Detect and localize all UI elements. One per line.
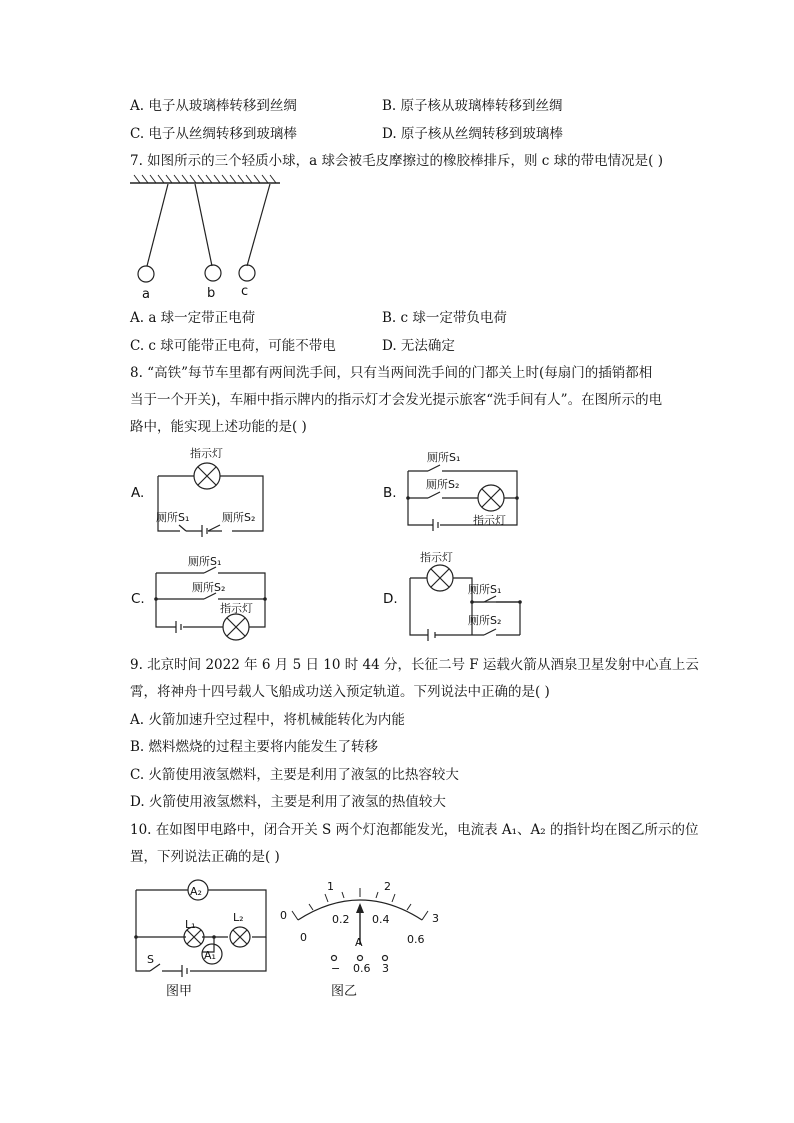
switch-s-label: S [147,953,154,966]
q9-stem-line1: 9. 北京时间 2022 年 6 月 5 日 10 时 44 分，长征二号 F 运载火箭从酒泉卫星发射中心直上云 [130,657,699,673]
q8-circuit-b [400,447,530,537]
meter-inner-04: 0.4 [372,913,390,926]
circuit-d-s2-label: 厕所S₂ [468,614,502,627]
circuit-c-lamp-label: 指示灯 [220,602,253,615]
ball-c-label: c [241,284,249,299]
caption-jia: 图甲 [166,984,193,999]
q10-ammeter-yi [276,875,446,1000]
ball-c [239,265,255,281]
q7-option-b: B. c 球一定带负电荷 [382,310,507,326]
q8-stem-line2: 当于一个开关)，车厢中指示牌内的指示灯才会发光提示旅客“洗手间有人”。在图所示的电 [130,392,663,408]
q9-stem-line2: 霄，将神舟十四号载人飞船成功送入预定轨道。下列说法中正确的是( ) [130,684,550,700]
ammeter-a1-label: A₁ [204,949,216,962]
q8-label-b: B. [383,485,397,501]
q7-option-c: C. c 球可能带正电荷，可能不带电 [130,338,336,354]
q9-option-b: B. 燃料燃烧的过程主要将内能发生了转移 [130,739,379,755]
circuit-a-lamp-label: 指示灯 [190,447,223,460]
q7-option-d: D. 无法确定 [382,338,455,354]
meter-outer-0: 0 [280,909,287,922]
q10-stem-line2: 置，下列说法正确的是( ) [130,849,280,865]
circuit-b-s1-label: 厕所S₁ [427,451,461,464]
circuit-c-s1-label: 厕所S₁ [188,555,222,568]
q8-label-a: A. [131,485,145,501]
lamp-l2-label: L₂ [233,911,244,924]
meter-term-3: 3 [382,962,389,975]
meter-unit: A [355,936,363,949]
q8-circuit-a [150,443,275,538]
q9-option-a: A. 火箭加速升空过程中，将机械能转化为内能 [130,712,405,728]
q7-pendulum-figure [130,175,300,305]
q8-label-d: D. [383,591,398,607]
q8-stem-line3: 路中，能实现上述功能的是( ) [130,419,307,435]
caption-yi: 图乙 [331,984,358,999]
meter-inner-02: 0.2 [332,913,350,926]
q7-stem: 7. 如图所示的三个轻质小球，a 球会被毛皮摩擦过的橡胶棒排斥，则 c 球的带电情况是( ) [130,153,663,169]
q8-label-c: C. [131,591,145,607]
q8-circuit-c [148,551,273,646]
lamp-l1-label: L₁ [185,918,196,931]
meter-term-06: 0.6 [353,962,371,975]
meter-inner-06: 0.6 [407,933,425,946]
q9-option-d: D. 火箭使用液氢燃料，主要是利用了液氢的热值较大 [130,794,446,810]
ammeter-a2-label: A₂ [190,885,202,898]
ball-a-label: a [142,287,150,302]
q6-option-b: B. 原子核从玻璃棒转移到丝绸 [382,98,563,114]
q8-circuit-d [400,549,530,644]
circuit-a-s1-label: 厕所S₁ [156,511,190,524]
circuit-d-s1-label: 厕所S₁ [468,583,502,596]
circuit-b-lamp-label: 指示灯 [473,514,506,527]
q8-stem-line1: 8. “高铁”每节车里都有两间洗手间，只有当两间洗手间的门都关上时(每扇门的插销都相 [130,365,653,381]
q6-option-c: C. 电子从丝绸转移到玻璃棒 [130,126,297,142]
q6-option-d: D. 原子核从丝绸转移到玻璃棒 [382,126,563,142]
circuit-a-s2-label: 厕所S₂ [222,511,256,524]
circuit-d-lamp-label: 指示灯 [420,551,453,564]
meter-inner-0: 0 [300,931,307,944]
ball-b-label: b [207,286,216,301]
circuit-b-s2-label: 厕所S₂ [426,478,460,491]
q6-option-a: A. 电子从玻璃棒转移到丝绸 [130,98,297,114]
meter-outer-2: 2 [384,880,391,893]
meter-term-neg: − [331,962,341,975]
ball-b [205,265,221,281]
q9-option-c: C. 火箭使用液氢燃料，主要是利用了液氢的比热容较大 [130,767,459,783]
meter-outer-3: 3 [432,912,439,925]
ball-a [138,266,154,282]
meter-outer-1: 1 [327,880,334,893]
q10-circuit-jia [130,875,270,1000]
q7-option-a: A. a 球一定带正电荷 [130,310,256,326]
circuit-c-s2-label: 厕所S₂ [192,581,226,594]
q10-stem-line1: 10. 在如图甲电路中，闭合开关 S 两个灯泡都能发光，电流表 A₁、A₂ 的指针均在图乙所示的位 [130,822,699,838]
